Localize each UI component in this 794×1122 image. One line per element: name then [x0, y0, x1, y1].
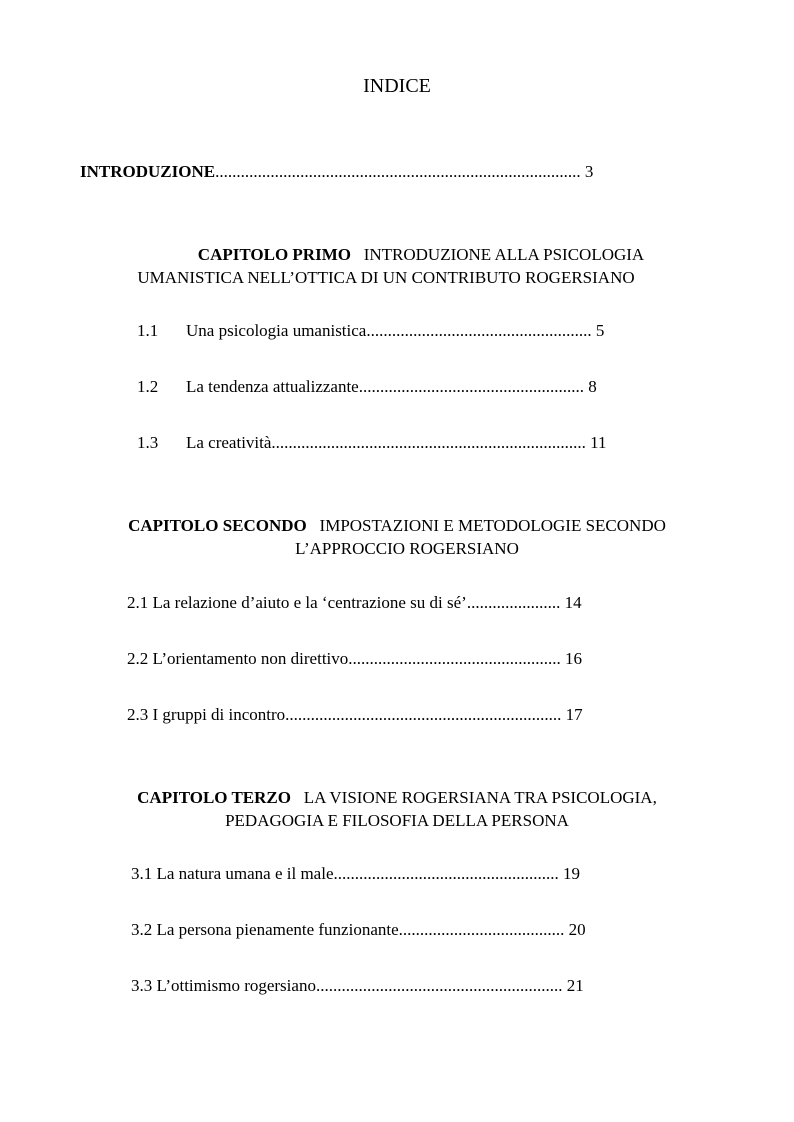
toc-entry-introduzione[interactable]: [80, 162, 593, 182]
toc-page-number: 20: [568, 920, 586, 939]
chapter-heading-line-2: UMANISTICA NELL’OTTICA DI UN CONTRIBUTO ROGERSIANO: [137, 268, 635, 287]
chapter-label: CAPITOLO TERZO: [137, 788, 291, 807]
chapter-heading-line-2: L’APPROCCIO ROGERSIANO: [295, 539, 519, 558]
toc-entry-text: La creatività: [186, 433, 272, 452]
toc-page-number: 11: [590, 433, 607, 452]
chapter-heading-line-1: [0, 786, 794, 809]
toc-entry-2-2[interactable]: [127, 649, 582, 669]
toc-entry-text: 3.2 La persona pienamente funzionante: [131, 920, 399, 939]
toc-entry-1-1[interactable]: [137, 321, 604, 341]
toc-page-number: 16: [565, 649, 583, 668]
toc-entry-label: INTRODUZIONE: [80, 162, 216, 181]
toc-leader: .......................................: [398, 920, 565, 939]
toc-leader: .....................................................: [358, 377, 584, 396]
toc-entry-number: 1.2: [137, 377, 159, 396]
chapter-title: IMPOSTAZIONI E METODOLOGIE SECONDO: [319, 516, 666, 535]
chapter-heading-3: [0, 786, 794, 832]
chapter-label: CAPITOLO PRIMO: [197, 245, 351, 264]
toc-page-number: 5: [595, 321, 605, 340]
toc-page-number: 19: [563, 864, 580, 883]
toc-leader: .....................................................: [333, 864, 559, 883]
toc-leader: .................................................................: [285, 705, 562, 724]
chapter-heading-line-1: [0, 514, 794, 537]
toc-leader: .....................................................: [366, 321, 592, 340]
toc-page-number: 3: [584, 162, 594, 181]
toc-entry-text: 3.1 La natura umana e il male: [131, 864, 334, 883]
page-title: INDICE: [363, 75, 431, 97]
toc-page-number: 8: [588, 377, 597, 396]
toc-entry-1-3[interactable]: [137, 433, 607, 453]
toc-leader: ..................................................: [348, 649, 561, 668]
toc-entry-text: 2.1 La relazione d’aiuto e la ‘centrazione su di sé’: [127, 593, 467, 612]
toc-entry-text: 2.2 L’orientamento non direttivo: [127, 649, 349, 668]
toc-page-number: 17: [565, 705, 583, 724]
toc-entry-3-1[interactable]: [131, 864, 580, 884]
toc-entry-text: 2.3 I gruppi di incontro: [127, 705, 286, 724]
toc-entry-number: 1.1: [137, 321, 159, 340]
chapter-title: LA VISIONE ROGERSIANA TRA PSICOLOGIA,: [303, 788, 657, 807]
toc-leader: ......................................................................................: [215, 162, 581, 181]
chapter-heading-2: [0, 514, 794, 560]
toc-entry-3-3[interactable]: [131, 976, 584, 996]
chapter-title: INTRODUZIONE ALLA PSICOLOGIA: [363, 245, 645, 264]
toc-entry-text: La tendenza attualizzante: [186, 377, 359, 396]
toc-entry-2-3[interactable]: [127, 705, 583, 725]
toc-leader: ......................: [466, 593, 561, 612]
toc-leader: ..........................................................................: [271, 433, 586, 452]
toc-entry-number: 1.3: [137, 433, 159, 452]
toc-leader: ..........................................................: [315, 976, 563, 995]
toc-entry-text: Una psicologia umanistica: [186, 321, 367, 340]
toc-page-number: 14: [564, 593, 582, 612]
chapter-heading-line-1: [0, 243, 794, 266]
toc-entry-text: 3.3 L’ottimismo rogersiano: [131, 976, 316, 995]
chapter-heading-line-2: PEDAGOGIA E FILOSOFIA DELLA PERSONA: [225, 811, 569, 830]
toc-entry-3-2[interactable]: [131, 920, 586, 940]
toc-entry-1-2[interactable]: [137, 377, 597, 397]
toc-page-number: 21: [566, 976, 584, 995]
chapter-heading-1: [0, 243, 794, 289]
toc-entry-2-1[interactable]: [127, 593, 582, 613]
chapter-label: CAPITOLO SECONDO: [128, 516, 307, 535]
